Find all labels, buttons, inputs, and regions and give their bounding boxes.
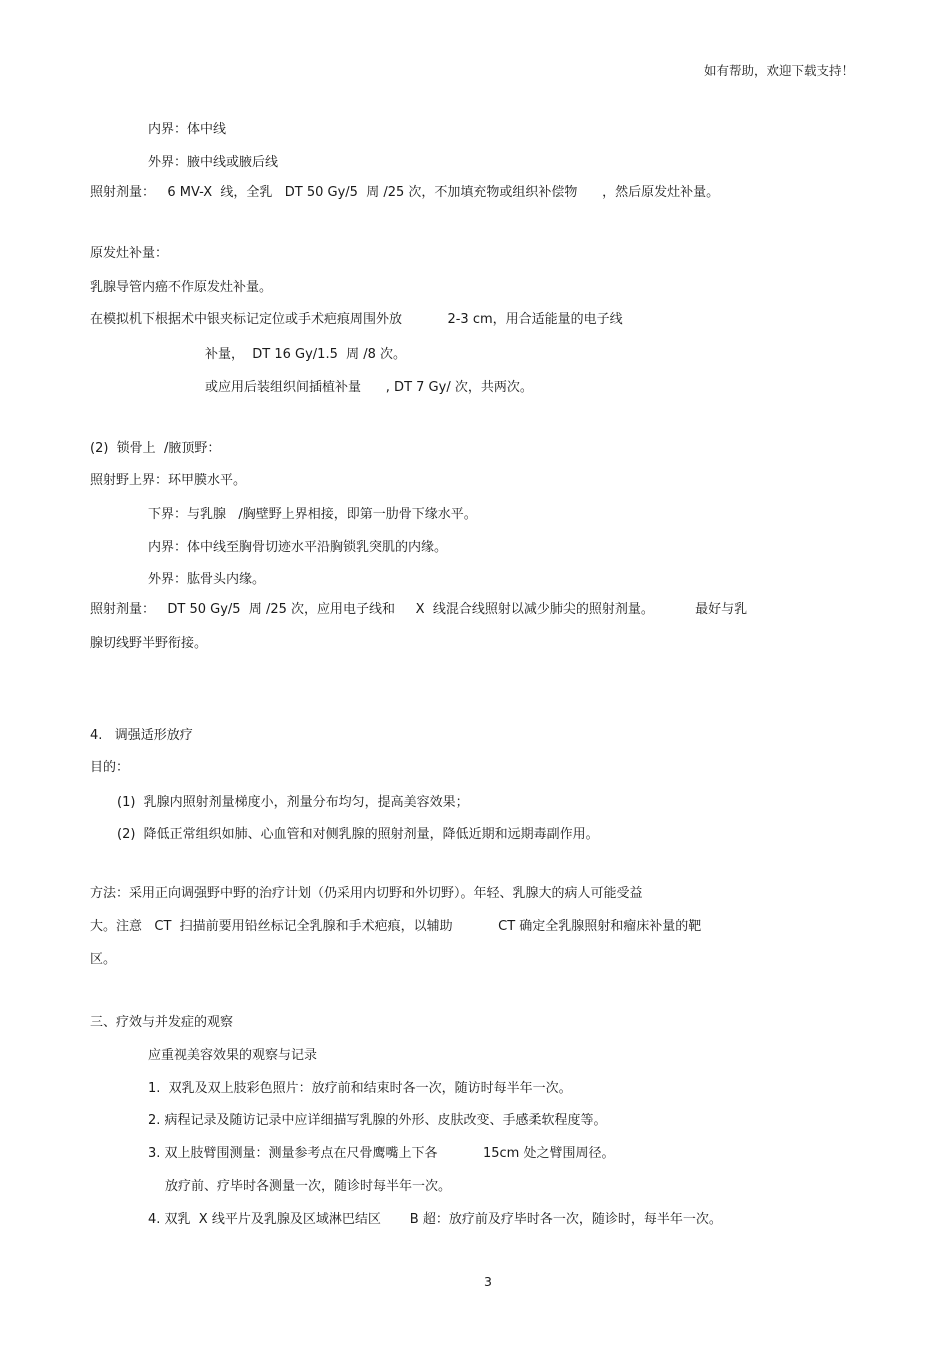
text-line-cosmetic: 应重视美容效果的观察与记录 (148, 1048, 318, 1063)
text-line-tangent-match: 腺切线野半野衔接。 (90, 636, 208, 651)
page-header-note: 如有帮助，欢迎下载支持！ (703, 63, 854, 78)
list-item-2: 2. 病程记录及随访记录中应详细描写乳腺的外形、皮肤改变、手感柔软程度等。 (148, 1113, 607, 1128)
page-number: 3 (484, 1274, 492, 1289)
text-line-medial-boundary: 内界：体中线至胸骨切迹水平沿胸锁乳突肌的内缘。 (148, 540, 448, 555)
list-item-1: 1. 双乳及双上肢彩色照片：放疗前和结束时各一次，随访时每半年一次。 (148, 1081, 572, 1096)
text-line-boost-dose: 补量， DT 16 Gy/1.5 周 /8 次。 (205, 347, 407, 362)
text-line-purpose-2: (2) 降低正常组织如肺、心血管和对侧乳腺的照射剂量，降低近期和远期毒副作用。 (117, 827, 599, 842)
text-line-dcis-no-boost: 乳腺导管内癌不作原发灶补量。 (90, 280, 273, 295)
section-heading-observation: 三、疗效与并发症的观察 (90, 1015, 234, 1030)
text-line-dose-supraclav: 照射剂量： DT 50 Gy/5 周 /25 次，应用电子线和 X 线混合线照射以减少肺尖的照射剂量。 最好与乳 (90, 602, 748, 617)
text-line-simulator-boost: 在模拟机下根据术中银夹标记定位或手术疤痕周围外放 2-3 cm，用合适能量的电子线 (90, 312, 623, 327)
section-heading-imrt: 4. 调强适形放疗 (90, 728, 193, 743)
text-line-inner-boundary: 内界：体中线 (148, 122, 227, 137)
text-line-purpose-1: (1) 乳腺内照射剂量梯度小，剂量分布均匀，提高美容效果； (117, 795, 469, 810)
text-line-boost-heading: 原发灶补量： (90, 246, 169, 261)
text-line-upper-boundary: 照射野上界：环甲膜水平。 (90, 473, 247, 488)
list-item-4: 4. 双乳 X 线平片及乳腺及区域淋巴结区 B 超：放疗前及疗毕时各一次，随诊时，每半年一次。 (148, 1212, 722, 1227)
text-line-purpose: 目的： (90, 760, 130, 775)
text-line-method-3: 区。 (90, 952, 117, 967)
list-item-3: 3. 双上肢臂围测量：测量参考点在尺骨鹰嘴上下各 15cm 处之臂围周径。 (148, 1146, 615, 1161)
text-line-method-2: 大。注意 CT 扫描前要用铅丝标记全乳腺和手术疤痕，以辅助 CT 确定全乳腺照射和瘤床补量的靶 (90, 919, 702, 934)
text-line-brachy-boost: 或应用后装组织间插植补量 , DT 7 Gy/ 次，共两次。 (205, 380, 533, 395)
text-line-lower-boundary: 下界：与乳腺 /胸壁野上界相接，即第一肋骨下缘水平。 (148, 507, 477, 522)
list-item-3-continued: 放疗前、疗毕时各测量一次，随诊时每半年一次。 (165, 1179, 452, 1194)
text-line-supraclav-heading: (2) 锁骨上 /腋顶野： (90, 441, 221, 456)
text-line-lateral-boundary: 外界：肱骨头内缘。 (148, 572, 266, 587)
text-line-dose-whole-breast: 照射剂量： 6 MV-X 线，全乳 DT 50 Gy/5 周 /25 次，不加填充物或组织补偿物 ，然后原发灶补量。 (90, 185, 720, 200)
text-line-outer-boundary: 外界：腋中线或腋后线 (148, 155, 279, 170)
text-line-method-1: 方法：采用正向调强野中野的治疗计划（仍采用内切野和外切野）。年轻、乳腺大的病人可能受益 (90, 886, 643, 901)
